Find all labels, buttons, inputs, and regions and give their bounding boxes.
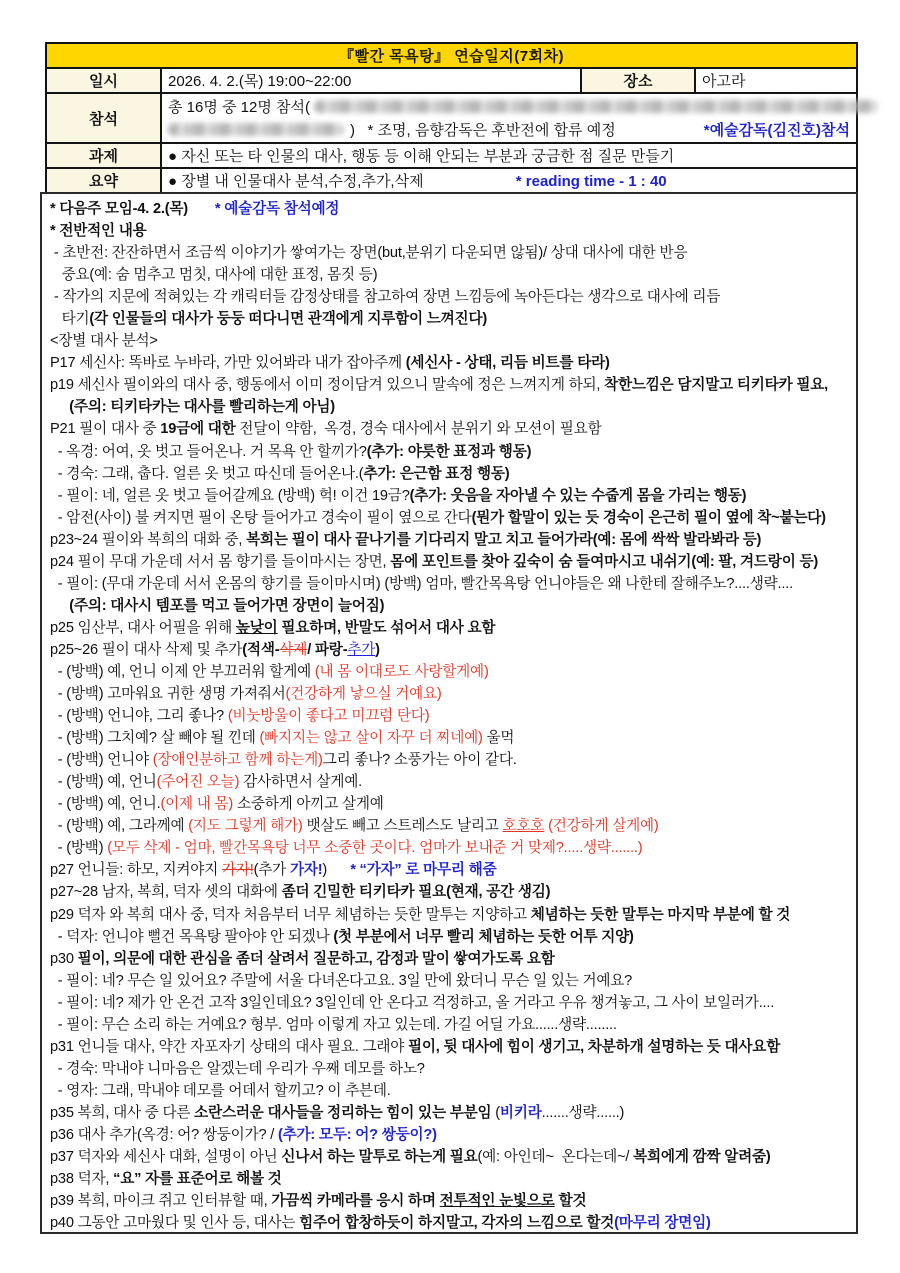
text-segment: * 전반적인 내용: [50, 223, 147, 240]
text-segment: - (방백) 예, 그라께예: [50, 818, 189, 835]
text-segment: 소중하게 아끼고 살게예: [233, 796, 384, 813]
text-segment: p27~28 남자, 복희, 덕자 셋의 대화에: [50, 884, 282, 901]
text-segment: 좀더 긴밀한 티키타카 필요(현재, 공간 생김): [281, 884, 551, 901]
body-line: [50, 639, 849, 661]
attendance-note: ) * 조명, 음향감독은 후반전에 합류 예정: [350, 122, 616, 139]
text-segment: 필이, 뒷 대사에 힘이 생기고, 차분하개 설명하는 듯 대사요함: [408, 1038, 781, 1055]
text-segment: (지도 그렇게 해가): [188, 818, 303, 835]
text-segment: (장애인분하고 함께 하는게): [152, 752, 323, 769]
text-segment: (적색-: [242, 641, 280, 658]
body-line: [50, 683, 849, 705]
text-segment: - 필이: 네, 얼른 옷 벗고 들어갈께요 (방백) 헉! 이건 19금?: [50, 487, 410, 504]
body-line: [50, 308, 849, 330]
body-line: [50, 1124, 849, 1146]
attendance-count: 총 16명 중 12명 참석(: [168, 99, 310, 116]
text-segment: - (방백) 언니야: [50, 752, 153, 769]
text-segment: 19금에 대한: [160, 421, 236, 438]
text-segment: 착한느낌은 담지말고 티키타카 필요,: [604, 377, 828, 394]
body-line: [50, 352, 849, 374]
doc-title: 『빨간 목욕탕』 연습일지(7회차): [46, 43, 857, 68]
text-segment: 몸에 포인트를 찾아 깊숙이 숨 들여마시고 내쉬기(예: 팔, 겨드랑이 등): [390, 553, 819, 570]
text-segment: p29 덕자 와 복희 대사 중, 덕자 처음부터 너무 체념하는 듯한 말투는 지양하고: [50, 906, 531, 923]
body-line: [50, 529, 849, 551]
body-line: [50, 661, 849, 683]
body-line: [50, 242, 849, 264]
text-segment: 할것: [554, 1193, 587, 1210]
body-line: [50, 970, 849, 992]
body-line: [50, 771, 849, 793]
notes-body-box: [40, 192, 858, 1234]
text-segment: P21 필이 대사 중: [50, 421, 161, 438]
text-segment: ): [375, 641, 380, 658]
text-segment: 가자!: [289, 862, 323, 879]
text-segment: (건강하게 낳으실 거예요): [285, 686, 442, 703]
text-segment: 가끔씩 카메라를 응시 하며: [271, 1193, 440, 1210]
date-label: 일시: [46, 68, 161, 93]
text-segment: (비눗방울이 좋다고 미끄럼 탄다): [227, 708, 430, 725]
text-segment: (마무리 장면임): [614, 1215, 711, 1232]
text-segment: 뱃살도 빼고 스트레스도 날리고: [302, 818, 503, 835]
text-segment: - 작가의 지문에 적혀있는 각 캐릭터들 감정상태를 참고하여 장면 느낌등에 녹아든다는 생각으로 대사에 리듬: [50, 289, 721, 306]
summary-value: ● 장별 내 인물대사 분석,수정,추가,삭제: [168, 173, 424, 190]
body-line: [50, 1080, 849, 1102]
text-segment: (추가: 웃음을 자아낼 수 있는 수줍게 몸을 가리는 행동): [409, 487, 747, 504]
text-segment: 추가: 은근함 표정 행동): [363, 465, 510, 482]
text-segment: p38 덕자,: [50, 1171, 114, 1188]
body-line: [50, 793, 849, 815]
body-line: [50, 881, 849, 903]
text-segment: (각 인물들의 대사가 둥둥 떠다니면 관객에게 지루함이 느껴진다): [89, 311, 488, 328]
text-segment: - 암전(사이) 불 켜지면 필이 온탕 들어가고 경숙이 필이 옆으로 간다: [50, 509, 472, 526]
text-segment: p30: [50, 950, 78, 967]
text-segment: (추가: 야릇한 표정과 행동): [366, 443, 532, 460]
text-segment: * 다음주 모임-4. 2.(목): [50, 201, 188, 217]
body-line: [50, 1168, 849, 1190]
text-segment: 체념하는 듯한 말투는 마지막 부분에 할 것: [530, 906, 791, 923]
body-line: [50, 749, 849, 771]
text-segment: <장별 대사 분석>: [50, 333, 158, 350]
body-line: [50, 551, 849, 573]
text-segment: p40 그동안 고마웠다 및 인사 등, 대사는: [50, 1215, 300, 1232]
text-segment: 가자!: [221, 862, 254, 879]
text-segment: - (방백) 예, 언니 이제 안 부끄러워 할게예: [50, 663, 315, 680]
body-line: [50, 617, 849, 639]
text-segment: p25~26 필이 대사 삭제 및 추가: [50, 641, 243, 658]
body-line: [50, 727, 849, 749]
redacted-names-blur-2: [168, 123, 344, 136]
text-segment: (주의: 대사시 템포를 먹고 들어가면 장면이 늘어짐): [50, 597, 385, 614]
text-segment: 필이, 의문에 대한 관심을 좀더 살려서 질문하고, 감정과 말이 쌓여가도록 요함: [77, 950, 555, 967]
text-segment: - 필이: 네? 제가 안 온건 고작 3일인데요? 3일인데 안 온다고 걱정하고, 올 거라고 우유 챙겨놓고, 그 사이 보일러가....: [50, 994, 775, 1011]
body-line: [50, 595, 849, 617]
text-segment: 필요하며,: [277, 619, 345, 636]
body-line: [50, 330, 849, 352]
body-line: [50, 441, 849, 463]
text-segment: 추가: [347, 641, 376, 658]
text-segment: 복희는 필이 대사 끝나기를 기다리지 말고 치고 들어가라(예: 몸에 싹싹 발라봐라 등): [246, 531, 762, 548]
text-segment: 전달이 약함, 옥경, 경숙 대사에서 분위기 와 모션이 필요함: [235, 421, 602, 438]
body-line: [50, 1146, 849, 1168]
text-segment: 울먹: [482, 730, 515, 747]
body-line: [50, 859, 849, 881]
body-line: [50, 948, 849, 970]
text-segment: (세신사 - 상태, 리듬 비트를 타라): [405, 355, 610, 372]
text-segment: 비키라: [499, 1104, 542, 1121]
redacted-names-blur: [314, 100, 878, 113]
body-line: [50, 1058, 849, 1080]
body-line: [50, 198, 849, 220]
text-segment: 그리 좋나? 소풍가는 아이 같다.: [322, 752, 517, 769]
text-segment: - (방백): [50, 840, 108, 857]
summary-cell: [161, 168, 857, 193]
text-segment: p23~24 필이와 복희의 대화 중,: [50, 531, 247, 548]
body-line: [50, 992, 849, 1014]
text-segment: - (방백) 언니야, 그리 좋나?: [50, 708, 228, 725]
text-segment: p24 필이 무대 가운데 서서 몸 향기를 들이마시는 장면,: [50, 553, 391, 570]
text-segment: - 덕자: 언니야 뻘건 목욕탕 팔아야 안 되겠나: [50, 928, 334, 945]
body-line: [50, 1102, 849, 1124]
text-segment: - 옥경: 어여, 옷 벗고 들어온나. 거 목욕 안 할끼가?: [50, 443, 367, 460]
text-segment: (내 몸 이대로도 사랑할게예): [314, 663, 489, 680]
body-line: [50, 705, 849, 727]
body-line: [50, 837, 849, 859]
text-segment: - 필이: (무대 가운데 서서 온몸의 향기를 들이마시며) (방백) 엄마, 빨간목욕탕 언니야들은 왜 나한테 잘해주노?....생략....: [50, 575, 793, 592]
text-segment: ): [322, 862, 328, 879]
text-segment: - (방백) 예, 언니: [50, 774, 157, 791]
text-segment: * “가자” 로 마무리 해줌: [327, 862, 497, 879]
text-segment: (추가: [253, 862, 290, 879]
body-line: [50, 396, 849, 418]
text-segment: 신나서 하는 말투로 하는게 필요: [281, 1149, 478, 1166]
text-segment: P17 세신사: 똑바로 누바라, 가만 있어봐라 내가 잡아주께: [50, 355, 406, 372]
text-segment: - (방백) 예, 언니.: [50, 796, 161, 813]
art-director-attendance-note: *예술감독(김진호)참석: [703, 122, 850, 139]
body-line: [50, 1212, 849, 1234]
body-line: [50, 815, 849, 837]
text-segment: - 경숙: 그래, 춥다. 얼른 옷 벗고 따신데 들어온나.(: [50, 465, 364, 482]
text-segment: - 필이: 네? 무슨 일 있어요? 주말에 서울 다녀온다고요. 3일 만에 왔더니 무슨 일 있는 거예요?: [50, 972, 633, 989]
header-table: [45, 42, 858, 194]
task-value: ● 자신 또는 타 인물의 대사, 행동 등 이해 안되는 부분과 궁금한 점 질문 만들기: [161, 143, 857, 168]
text-segment: 소란스러운 대사들을 정리하는 힘이 있는 부분임: [194, 1104, 492, 1121]
text-segment: “요” 자를 표준어로 해볼 것: [113, 1171, 282, 1188]
text-segment: (주어진 오늘): [156, 774, 240, 791]
text-segment: 중요(예: 숨 멈추고 멈칫, 대사에 대한 표정, 몸짓 등): [50, 267, 378, 284]
text-segment: .......생략......): [541, 1104, 625, 1121]
text-segment: 감사하면서 살게예.: [239, 774, 363, 791]
attendance-value: [161, 93, 857, 143]
text-segment: p25 임산부, 대사 어필을 위해: [50, 619, 236, 636]
place-label: 장소: [581, 68, 695, 93]
text-segment: (이제 내 몸): [160, 796, 234, 813]
body-line: [50, 418, 849, 440]
text-segment: (첫 부분에서 너무 빨리 체념하는 듯한 어투 지양): [333, 928, 634, 945]
text-segment: p31 언니들 대사, 약간 자포자기 상태의 대사 필요. 그래야: [50, 1038, 409, 1055]
text-segment: * 예술감독 참석예정: [187, 201, 340, 217]
text-segment: - 영자: 그래, 막내야 데모를 어데서 할끼고? 이 추븐데.: [50, 1082, 391, 1099]
text-segment: / 파랑-: [307, 641, 348, 658]
body-line: [50, 926, 849, 948]
body-line: [50, 463, 849, 485]
attendance-line-2: [168, 118, 850, 141]
attendance-label: 참석: [46, 93, 161, 143]
place-value: 아고라: [695, 68, 857, 93]
attendance-line-1: [168, 95, 850, 118]
text-segment: - 경숙: 막내야 니마음은 알겠는데 우리가 우째 데모를 하노?: [50, 1060, 425, 1077]
body-line: [50, 1190, 849, 1212]
body-line: [50, 904, 849, 926]
text-segment: p35 복희, 대사 중 다른: [50, 1104, 195, 1121]
text-segment: (주의: 티키타카는 대사를 빨리하는게 아님): [50, 399, 335, 416]
task-label: 과제: [46, 143, 161, 168]
text-segment: - (방백) 그치예? 살 빼야 될 낀데: [50, 730, 260, 747]
text-segment: p37 덕자와 세신사 대화, 설명이 아닌: [50, 1149, 282, 1166]
text-segment: (뭔가 할말이 있는 듯 경숙이 은근히 필이 옆에 착~붙는다): [471, 509, 826, 526]
date-value: 2026. 4. 2.(목) 19:00~22:00: [161, 68, 581, 93]
body-line: [50, 220, 849, 242]
text-segment: 타기: [50, 311, 90, 328]
text-segment: 삭제: [279, 641, 308, 658]
text-segment: p27 언니들: 하모, 지켜야지: [50, 862, 222, 879]
body-lines: [50, 198, 849, 1234]
body-line: [50, 485, 849, 507]
text-segment: (건강하게 살게예): [548, 818, 659, 835]
body-line: [50, 1014, 849, 1036]
text-segment: - (방백) 고마워요 귀한 생명 가져줘서: [50, 686, 286, 703]
text-segment: 호호호: [502, 818, 545, 835]
text-segment: 반말도 섞어서 대사 요함: [344, 619, 496, 636]
text-segment: (모두 삭제 - 엄마, 빨간목욕탕 너무 소중한 곳이다. 엄마가 보내준 거 맞제?.....생략.......): [107, 840, 643, 857]
text-segment: 전투적인 눈빛으로: [439, 1193, 555, 1210]
body-line: [50, 286, 849, 308]
body-line: [50, 374, 849, 396]
summary-label: 요약: [46, 168, 161, 193]
reading-time-note: * reading time - 1 : 40: [515, 173, 667, 190]
body-line: [50, 1036, 849, 1058]
body-line: [50, 507, 849, 529]
text-segment: p39 복희, 마이크 쥐고 인터뷰할 때,: [50, 1193, 272, 1210]
text-segment: (예: 아인데~ 온다는데~/: [477, 1149, 634, 1166]
text-segment: p36 대사 추가(옥경: 어? 쌍둥이가? /: [50, 1126, 278, 1143]
text-segment: 복희에게 깜짝 알려줌): [633, 1149, 771, 1166]
text-segment: (추가: 모두: 어? 쌍둥이?): [277, 1126, 437, 1143]
text-segment: 높낮이: [235, 619, 278, 636]
text-segment: p19 세신사 필이와의 대사 중, 행동에서 이미 정이담겨 있으니 말속에 정은 느껴지게 하되,: [50, 377, 605, 394]
body-line: [50, 264, 849, 286]
text-segment: (빠지지는 않고 살이 자꾸 더 찌네예): [259, 730, 483, 747]
body-line: [50, 573, 849, 595]
text-segment: - 필이: 무슨 소리 하는 거예요? 형부. 엄마 이렇게 자고 있는데. 가길 어딜 가요......생략........: [50, 1016, 617, 1033]
text-segment: - 초반전: 잔잔하면서 조금씩 이야기가 쌓여가는 장면(but,분위기 다운되면 않됨)/ 상대 대사에 대한 반응: [50, 245, 688, 262]
text-segment: (: [491, 1104, 500, 1121]
text-segment: 힘주어 합창하듯이 하지말고, 각자의 느낌으로 할것: [299, 1215, 615, 1232]
